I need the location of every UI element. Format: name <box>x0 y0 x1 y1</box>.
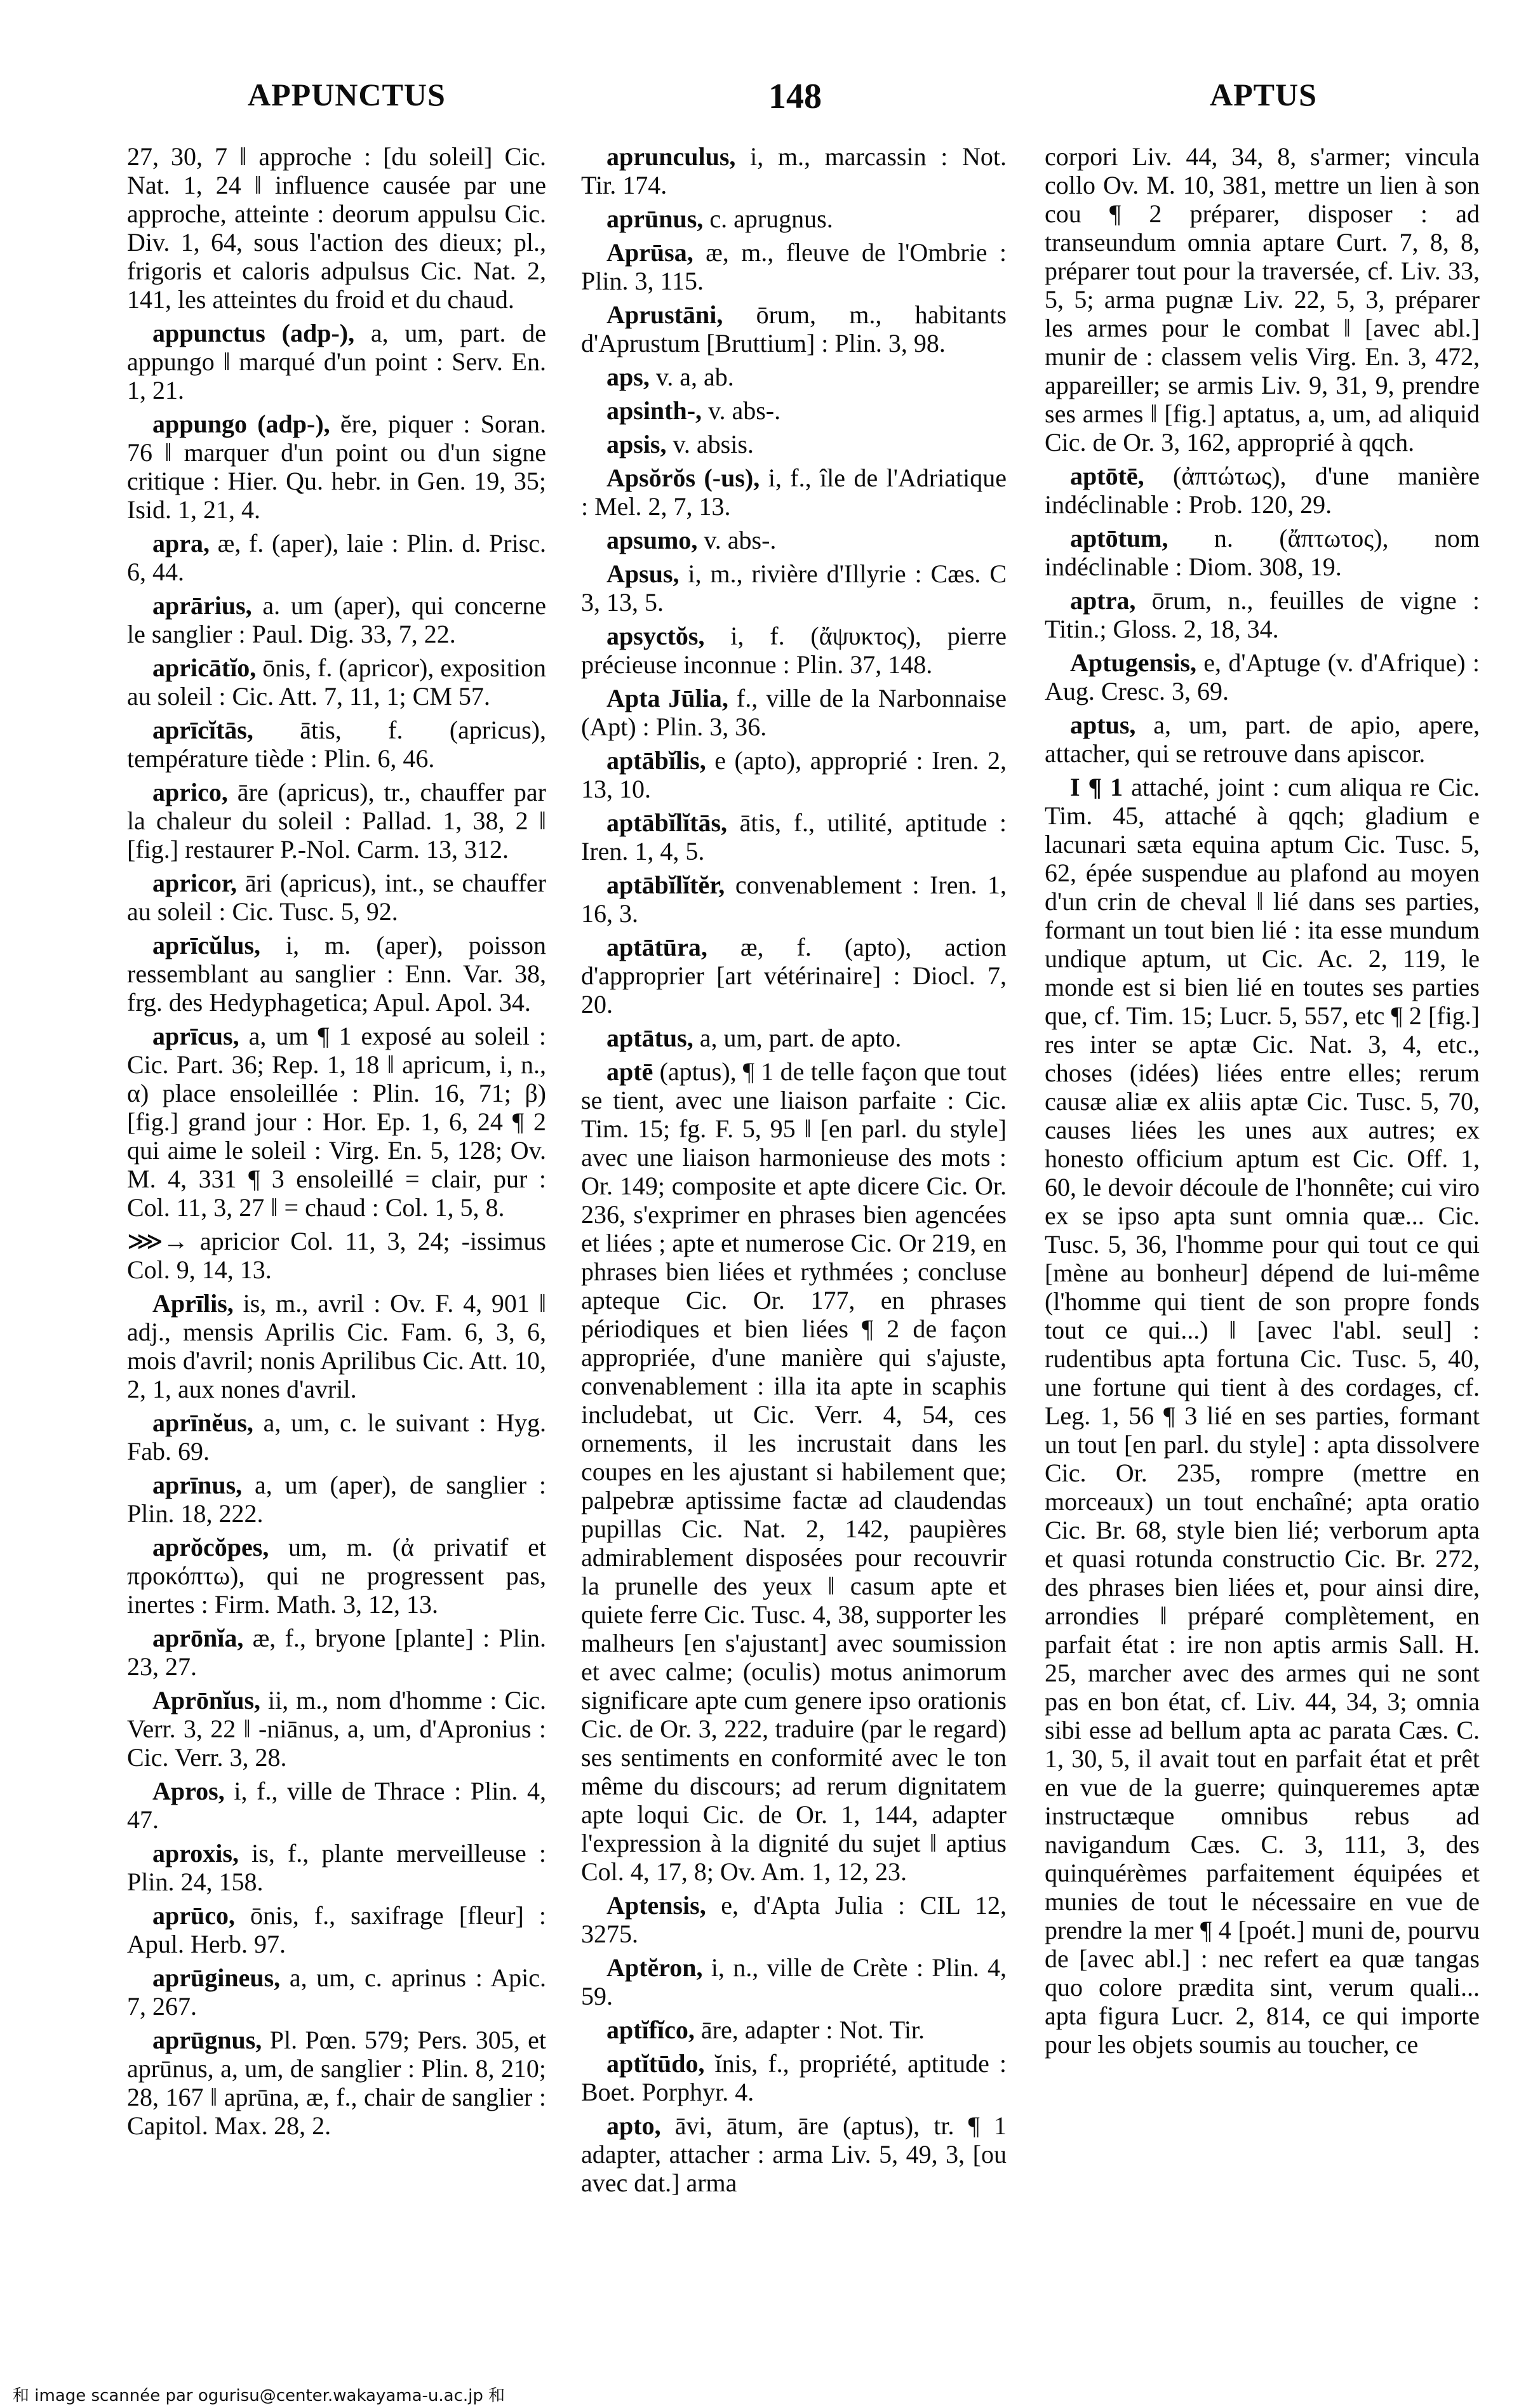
entry-headword: aptĭfĭco, <box>606 2015 695 2044</box>
entry-headword: aptōtum, <box>1070 524 1168 552</box>
entry-definition: Pl. Pœn. 579; Pers. 305, et aprūnus, a, um, de sanglier : Plin. 8, 210; 28, 167 ‖ aprūna, æ, f., chair de sanglier : Capitol. Max. 28, 2. <box>127 2026 546 2140</box>
dictionary-entry <box>127 869 546 926</box>
dictionary-entry <box>581 808 1007 865</box>
dictionary-entry <box>127 410 546 524</box>
dictionary-entry <box>581 746 1007 803</box>
column-left <box>127 142 546 2367</box>
dictionary-entry <box>127 1901 546 1958</box>
dictionary-entry <box>581 1057 1007 1886</box>
dictionary-entry <box>127 1471 546 1528</box>
entry-headword: apto, <box>606 2111 661 2140</box>
entry-headword: aptātus, <box>606 1024 693 1052</box>
entry-definition: i, f., île de l'Adriatique : Mel. 2, 7, 13. <box>581 464 1007 521</box>
entry-headword: aprūgnus, <box>152 2026 262 2054</box>
entry-definition: ii, m., nom d'homme : Cic. Verr. 3, 22 ‖ -niānus, a, um, d'Apronius : Cic. Verr. 3, 28. <box>127 1686 546 1772</box>
entry-headword: aps, <box>606 363 650 391</box>
dictionary-entry <box>581 1024 1007 1052</box>
entry-headword: aptĭtūdo, <box>606 2049 705 2078</box>
dictionary-entry <box>581 1891 1007 1948</box>
dictionary-entry <box>581 684 1007 741</box>
entry-definition: n. (ἄπτωτος), nom indéclinable : Diom. 308, 19. <box>1045 524 1480 581</box>
entry-headword: apricor, <box>152 869 237 897</box>
dictionary-entry <box>581 238 1007 295</box>
entry-definition: a, um, part. de apto. <box>699 1024 902 1052</box>
dictionary-entry <box>127 1022 546 1222</box>
entry-definition: v. abs-. <box>708 396 781 425</box>
entry-headword: Aprūsa, <box>606 238 693 267</box>
entry-headword: aprŏcŏpes, <box>152 1533 269 1561</box>
entry-definition: a, um, part. de appungo ‖ marqué d'un point : Serv. En. 1, 21. <box>127 319 546 404</box>
entry-headword: aprūnus, <box>606 204 704 233</box>
entry-headword: aprīcĭtās, <box>152 716 253 744</box>
entry-headword: apsinth-, <box>606 396 702 425</box>
entry-definition: e, d'Aptuge (v. d'Afrique) : Aug. Cresc. 3, 69. <box>1045 648 1480 705</box>
dictionary-entry <box>581 142 1007 199</box>
entry-definition: a, um, c. le suivant : Hyg. Fab. 69. <box>127 1408 546 1466</box>
dictionary-entry <box>1045 711 1480 768</box>
entry-definition: v. a, ab. <box>655 363 734 391</box>
entry-definition: v. abs-. <box>704 526 777 554</box>
entry-headword: aprīcus, <box>152 1022 239 1050</box>
entry-definition: āre (apricus), tr., chauffer par la chaleur du soleil : Pallad. 1, 38, 2 ‖ [fig.] restaurer P.-Nol. Carm. 13, 312. <box>127 778 546 864</box>
dictionary-entry <box>581 464 1007 521</box>
entry-headword: Apsus, <box>606 559 680 588</box>
dictionary-entry <box>1045 462 1480 519</box>
entry-headword: Aptĕron, <box>606 1953 703 1982</box>
dictionary-entry <box>127 716 546 773</box>
entry-definition: convenablement : Iren. 1, 16, 3. <box>581 871 1007 928</box>
entry-definition: (aptus), ¶ 1 de telle façon que tout se tient, avec une liaison parfaite : Cic. Tim. 15; fg. F. 5, 95 ‖ [en parl. du style] avec une liaison harmonieuse des mots : Or. 149; composite et apte dicere Cic. Or. 236, s'exprimer en phrases bien agencées et liées ; apte et numerose Cic. Or 219, en phrases bien liées et rythmées ; concluse apteque Cic. Or. 177, en phrases périodiques et bien liées ¶ 2 de façon appropriée, d'une manière qui s'ajuste, convenablement : illa ita apte in scaphis includebat, ut Cic. Verr. 4, 54, ces ornements, il les incrustait dans les coupes en les ajustant si habilement que; palpebræ aptissime factæ ad claudendas pupillas Cic. Nat. 2, 142, paupières admirablement disposées pour recouvrir la prunelle des yeux ‖ casum apte et quiete ferre Cic. Tusc. 4, 38, supporter les malheurs [en s'ajustant] avec soumission et avec calme; (oculis) motus animorum significare apte cum genere ipso orationis Cic. de Or. 3, 222, traduire (par le regard) ses sentiments en conformité avec le ton même du discours; ad rerum dignitatem apte loqui Cic. de Or. 1, 144, adapter l'expression à la dignité du sujet ‖ aptius Col. 4, 17, 8; Ov. Am. 1, 12, 23. <box>581 1057 1007 1886</box>
dictionary-entry <box>127 1624 546 1681</box>
entry-definition: æ, f., bryone [plante] : Plin. 23, 27. <box>127 1624 546 1681</box>
entry-headword: aptus, <box>1070 711 1136 739</box>
entry-definition: i, n., ville de Crète : Plin. 4, 59. <box>581 1953 1007 2010</box>
dictionary-entry <box>581 622 1007 679</box>
entry-headword: aprārius, <box>152 591 252 620</box>
running-head-right: APTUS <box>1210 77 1317 112</box>
entry-definition: i, m., marcassin : Not. Tir. 174. <box>581 142 1007 199</box>
entry-definition: i, f. (ἄψυκτος), pierre précieuse inconnue : Plin. 37, 148. <box>581 622 1007 679</box>
dictionary-entry <box>581 1953 1007 2010</box>
entry-headword: Aprōnĭus, <box>152 1686 261 1714</box>
entry-headword: Apsŏrŏs (-us), <box>606 464 760 492</box>
entry-headword: appungo (adp-), <box>152 410 330 438</box>
entry-definition: æ, f. (aper), laie : Plin. d. Prisc. 6, 44. <box>127 529 546 586</box>
entry-definition: f., ville de la Narbonnaise (Apt) : Plin. 3, 36. <box>581 684 1007 741</box>
scan-credit: 和 image scannée par ogurisu@center.wakayama-u.ac.jp 和 <box>13 2386 506 2405</box>
entry-definition: i, m., rivière d'Illyrie : Cæs. C 3, 13, 5. <box>581 559 1007 617</box>
dictionary-entry <box>581 559 1007 617</box>
dictionary-entry <box>127 1533 546 1619</box>
dictionary-entry <box>127 653 546 711</box>
dictionary-entry <box>127 1289 546 1403</box>
entry-headword: I ¶ 1 <box>1070 773 1123 801</box>
page-number: 148 <box>768 77 822 116</box>
dictionary-entry <box>127 1686 546 1772</box>
dictionary-entry <box>1045 648 1480 705</box>
entry-headword: aprīcŭlus, <box>152 931 261 959</box>
dictionary-entry <box>581 2049 1007 2106</box>
entry-headword: aprīnus, <box>152 1471 243 1499</box>
entry-definition: āre, adapter : Not. Tir. <box>700 2015 925 2044</box>
entry-definition: ōnis, f., saxifrage [fleur] : Apul. Herb. 97. <box>127 1901 546 1958</box>
entry-definition: āvi, ātum, āre (aptus), tr. ¶ 1 adapter, attacher : arma Liv. 5, 49, 3, [ou avec dat.] arma <box>581 2111 1007 2197</box>
dictionary-entry <box>127 1839 546 1896</box>
entry-definition: ōrum, m., habitants d'Aprustum [Bruttium] : Plin. 3, 98. <box>581 300 1007 358</box>
dictionary-entry <box>1045 524 1480 581</box>
entry-definition: a, um (aper), de sanglier : Plin. 18, 222. <box>127 1471 546 1528</box>
entry-headword: aptra, <box>1070 586 1136 615</box>
entry-definition: a. um (aper), qui concerne le sanglier : Paul. Dig. 33, 7, 22. <box>127 591 546 648</box>
entry-definition: (ἀπτώτως), d'une manière indéclinable : Prob. 120, 29. <box>1045 462 1480 519</box>
entry-definition: um, m. (ἀ privatif et προκόπτω), qui ne progressent pas, inertes : Firm. Math. 3, 12, 13. <box>127 1533 546 1619</box>
entry-headword: aprico, <box>152 778 228 806</box>
entry-headword: aptē <box>606 1057 653 1086</box>
entry-headword: Aptensis, <box>606 1891 706 1920</box>
entry-headword: apsyctŏs, <box>606 622 705 650</box>
entry-definition: e, d'Apta Julia : CIL 12, 3275. <box>581 1891 1007 1948</box>
entry-headword: aprūgineus, <box>152 1963 281 1992</box>
dictionary-entry <box>581 933 1007 1019</box>
dictionary-entry <box>127 1227 546 1284</box>
dictionary-entry <box>581 430 1007 458</box>
entry-headword: aptābĭlis, <box>606 746 706 775</box>
entry-definition: attaché, joint : cum aliqua re Cic. Tim. 45, attaché à qqch; gladium e lacunari sæta equina aptum Cic. Tusc. 5, 62, épée suspendue au plafond au moyen d'un crin de cheval ‖ lié dans ses parties, formant un tout bien lié : ita esse mundum undique aptum, ut Cic. Ac. 2, 119, le monde est si bien lié en toutes ses parties que, cf. Tim. 15; Lucr. 5, 557, etc ¶ 2 [fig.] res inter se aptæ Cic. Nat. 3, 4, etc., choses (idées) liées entre elles; rerum causæ aliæ ex aliis aptæ Cic. Tusc. 5, 70, causes liées les unes aux autres; ex honesto officium aptum est Cic. Off. 1, 60, le devoir découle de l'honnête; cui viro ex se ipso apta sunt omnia quæ... Cic. Tusc. 5, 36, l'homme pour qui tout ce qui [mène au bonheur] dépend de lui-même (l'homme qui tient de son propre fonds tout ce qui...) ‖ [avec l'abl. seul] : rudentibus apta fortuna Cic. Tusc. 5, 40, une fortune qui tient à des cordages, cf. Leg. 1, 56 ¶ 3 lié en ses parties, formant un tout [en parl. du style] : apta dissolvere Cic. Or. 235, rompre (mettre en morceaux) un tout enchaîné; apta oratio Cic. Br. 68, style bien lié; verborum apta et quasi rotunda constructio Cic. Br. 272, des phrases bien liées et, pour ainsi dire, arrondies ‖ préparé complètement, en parfait état : ire non aptis armis Sall. H. 25, marcher avec des armes qui ne sont pas en bon état, cf. Liv. 44, 34, 3; omnia sibi esse ad bellum apta ac parata Cæs. C. 1, 30, 5, il avait tout en parfait état et prêt en vue de la guerre; quinqueremes aptæ instructæque omnibus rebus ad navigandum Cæs. C. 3, 111, 3, des quinquérèmes parfaitement équipées et munies de tout le nécessaire en vue de prendre la mer ¶ 4 [poét.] muni de, pourvu de [avec abl.] : nec refert ea quæ tangas quo colore prædita sint, verum quali... apta figura Lucr. 2, 814, ce qui importe pour les objets soumis au toucher, ce <box>1045 773 1480 2059</box>
entry-definition: a, um, part. de apio, apere, attacher, qui se retrouve dans apiscor. <box>1045 711 1480 768</box>
dictionary-entry <box>127 1777 546 1834</box>
entry-definition: is, f., plante merveilleuse : Plin. 24, 158. <box>127 1839 546 1896</box>
running-head-left: APPUNCTUS <box>248 77 446 112</box>
dictionary-entry <box>581 363 1007 391</box>
entry-headword: aproxis, <box>152 1839 239 1868</box>
entry-headword: apricātĭo, <box>152 653 257 682</box>
entry-headword: apra, <box>152 529 210 558</box>
column-right <box>1045 142 1480 2367</box>
dictionary-entry <box>127 319 546 404</box>
entry-headword: Apta Jūlia, <box>606 684 728 712</box>
dictionary-entry <box>127 2026 546 2140</box>
dictionary-entry <box>581 526 1007 554</box>
page-header <box>0 76 1540 127</box>
entry-definition: āri (apricus), int., se chauffer au soleil : Cic. Tusc. 5, 92. <box>127 869 546 926</box>
dictionary-entry <box>581 871 1007 928</box>
entry-headword: aprūco, <box>152 1901 235 1930</box>
entry-headword: Aptugensis, <box>1070 648 1196 677</box>
entry-definition: i, f., ville de Thrace : Plin. 4, 47. <box>127 1777 546 1834</box>
entry-definition: æ, m., fleuve de l'Ombrie : Plin. 3, 115. <box>581 238 1007 295</box>
column-middle <box>581 142 1007 2367</box>
entry-definition: ĭnis, f., propriété, aptitude : Boet. Porphyr. 4. <box>581 2049 1007 2106</box>
entry-definition: æ, f. (apto), action d'approprier [art vétérinaire] : Diocl. 7, 20. <box>581 933 1007 1019</box>
entry-headword: aptōtē, <box>1070 462 1144 490</box>
entry-headword: Aprustāni, <box>606 300 723 329</box>
dictionary-entry <box>1045 773 1480 2059</box>
dictionary-entry <box>1045 142 1480 457</box>
entry-definition: ōnis, f. (apricor), exposition au soleil : Cic. Att. 7, 11, 1; CM 57. <box>127 653 546 711</box>
entry-definition: ātis, f. (apricus), température tiède : Plin. 6, 46. <box>127 716 546 773</box>
entry-definition: ōrum, n., feuilles de vigne : Titin.; Gloss. 2, 18, 34. <box>1045 586 1480 643</box>
entry-headword: apsumo, <box>606 526 698 554</box>
dictionary-entry <box>127 931 546 1017</box>
entry-headword: aptābĭlĭtās, <box>606 808 728 837</box>
entry-definition: is, m., avril : Ov. F. 4, 901 ‖ adj., mensis Aprilis Cic. Fam. 6, 3, 6, mois d'avril; nonis Aprilibus Cic. Att. 10, 2, 1, aux nones d'avril. <box>127 1289 546 1403</box>
entry-definition: i, m. (aper), poisson ressemblant au sanglier : Enn. Var. 38, frg. des Hedyphagetica; Apul. Apol. 34. <box>127 931 546 1017</box>
dictionary-entry <box>127 142 546 314</box>
dictionary-entry <box>581 300 1007 358</box>
entry-headword: aprunculus, <box>606 142 736 171</box>
entry-definition: e (apto), approprié : Iren. 2, 13, 10. <box>581 746 1007 803</box>
dictionary-entry <box>581 2111 1007 2197</box>
entry-headword: Aprīlis, <box>152 1289 234 1318</box>
entry-headword: aprōnĭa, <box>152 1624 244 1652</box>
entry-definition: 27, 30, 7 ‖ approche : [du soleil] Cic. Nat. 1, 24 ‖ influence causée par une approche, atteinte : deorum appulsu Cic. Div. 1, 64, sous l'action des dieux; pl., frigoris et caloris adpulsus Cic. Nat. 2, 141, les atteintes du froid et du chaud. <box>127 142 546 314</box>
dictionary-entry <box>1045 586 1480 643</box>
entry-definition: ātis, f., utilité, aptitude : Iren. 1, 4, 5. <box>581 808 1007 865</box>
entry-headword: appunctus (adp-), <box>152 319 355 347</box>
entry-definition: a, um, c. aprinus : Apic. 7, 267. <box>127 1963 546 2021</box>
dictionary-entry <box>127 591 546 648</box>
dictionary-entry <box>127 1963 546 2021</box>
entry-definition: ĕre, piquer : Soran. 76 ‖ marquer d'un point ou d'un signe critique : Hier. Qu. hebr. in Gen. 19, 35; Isid. 1, 21, 4. <box>127 410 546 524</box>
dictionary-entry <box>127 529 546 586</box>
entry-headword: apsis, <box>606 430 667 458</box>
entry-definition: ⋙→ apricior Col. 11, 3, 24; -issimus Col. 9, 14, 13. <box>127 1227 546 1284</box>
entry-headword: Apros, <box>152 1777 225 1805</box>
entry-headword: aptātūra, <box>606 933 707 961</box>
entry-definition: corpori Liv. 44, 34, 8, s'armer; vincula collo Ov. M. 10, 381, mettre un lien à son cou ¶ 2 préparer, disposer : ad transeundum omnia aptare Curt. 7, 8, 8, préparer tout pour la traversée, cf. Liv. 33, 5, 5; arma pugnæ Liv. 22, 5, 3, préparer les armes pour le combat ‖ [avec abl.] munir de : classem velis Virg. En. 3, 472, appareiller; se armis Liv. 9, 31, 9, prendre ses armes ‖ [fig.] aptatus, a, um, ad aliquid Cic. de Or. 3, 162, approprié à qqch. <box>1045 142 1480 457</box>
dictionary-entry <box>581 396 1007 425</box>
dictionary-entry <box>127 778 546 864</box>
dictionary-entry <box>581 2015 1007 2044</box>
entry-headword: aprīnĕus, <box>152 1408 253 1437</box>
entry-definition: c. aprugnus. <box>709 204 833 233</box>
entry-headword: aptābĭlĭtĕr, <box>606 871 725 899</box>
entry-definition: v. absis. <box>673 430 754 458</box>
dictionary-entry <box>127 1408 546 1466</box>
dictionary-entry <box>581 204 1007 233</box>
entry-definition: a, um ¶ 1 exposé au soleil : Cic. Part. 36; Rep. 1, 18 ‖ apricum, i, n., α) place ensoleillée : Plin. 16, 71; β) [fig.] grand jour : Hor. Ep. 1, 6, 24 ¶ 2 qui aime le soleil : Virg. En. 5, 128; Ov. M. 4, 331 ¶ 3 ensoleillé = clair, pur : Col. 11, 3, 27 ‖ = chaud : Col. 1, 5, 8. <box>127 1022 546 1222</box>
